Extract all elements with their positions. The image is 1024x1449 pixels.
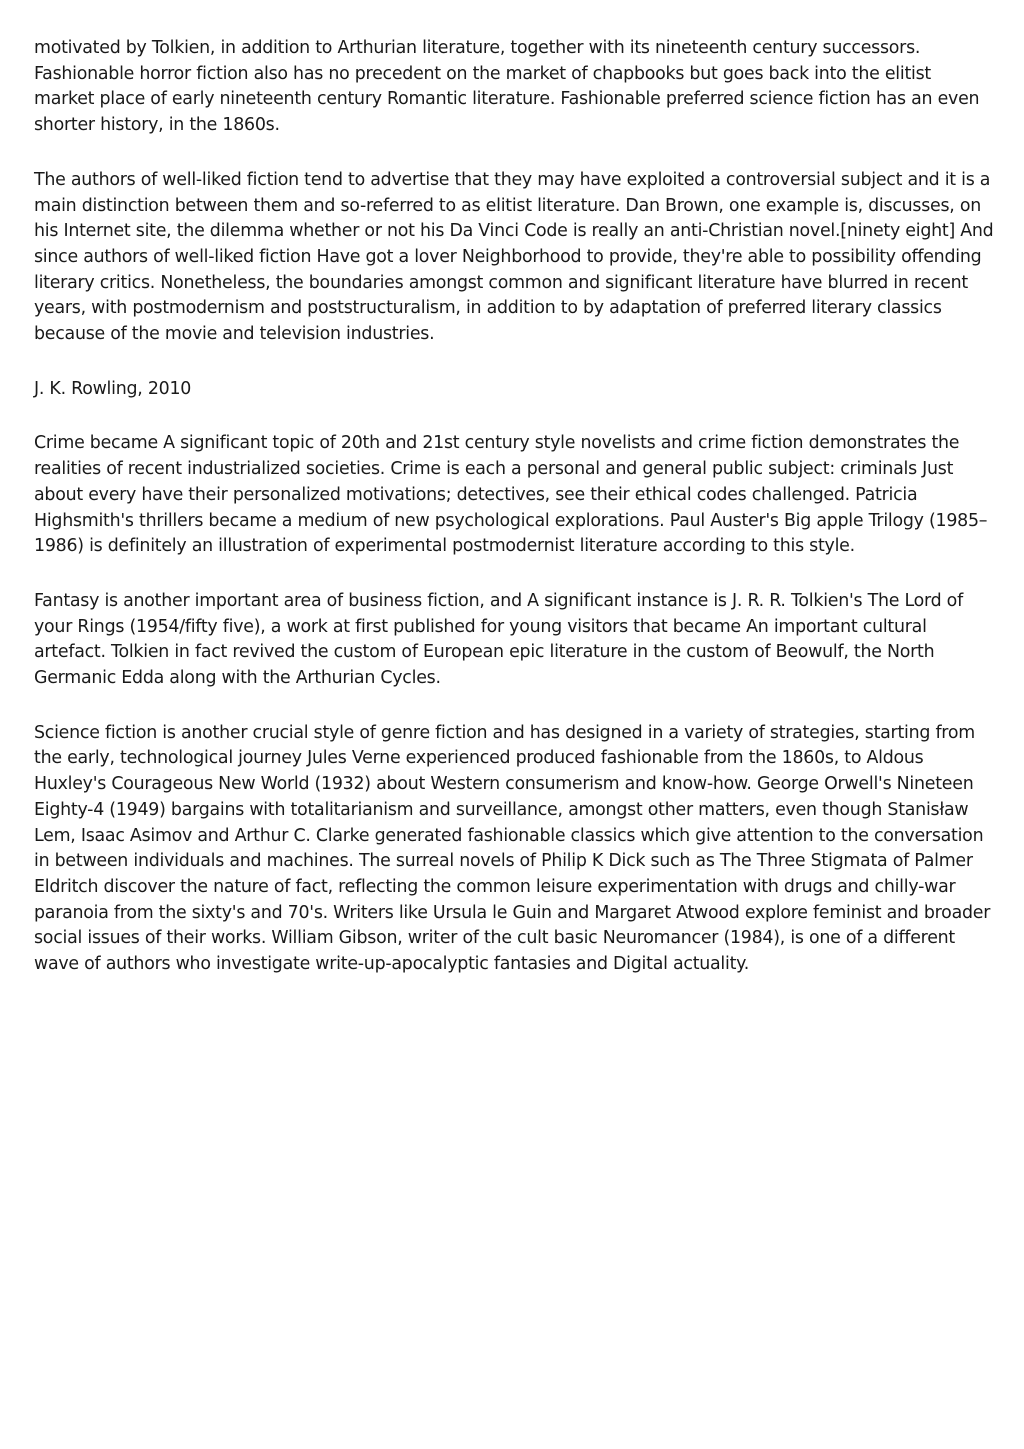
paragraph-crime-fiction: Crime became A significant topic of 20th and 21st century style novelists and crime fiction demonstrates the realities of recent industrialized societies. Crime is each a personal and general public subject: criminals Just about every have their personalized motivations; detectives, see their ethical codes challenged. Patricia Highsmith's thrillers became a medium of new psychological explorations. Paul Auster's Big apple Trilogy (1985–1986) is definitely an illustration of experimental postmodernist literature according to this style. (34, 433, 988, 557)
paragraph-genre-history: motivated by Tolkien, in addition to Arthurian literature, together with its nineteenth century successors. Fashionable horror fiction also has no precedent on the market of chapbooks but goes back into the elitist market place of early nineteenth century Romantic literature. Fashionable preferred science fiction has an even shorter history, in the 1860s. (34, 38, 980, 136)
document-body (34, 36, 994, 1007)
paragraph-fantasy: Fantasy is another important area of business fiction, and A significant instance is J. R. R. Tolkien's The Lord of your Rings (1954/fifty five), a work at first published for young visitors that became An important cultural artefact. Tolkien in fact revived the custom of European epic literature in the custom of Beowulf, the North Germanic Edda along with the Arthurian Cycles. (34, 590, 963, 689)
paragraph-popular-fiction-authors: The authors of well-liked fiction tend to advertise that they may have exploited a controversial subject and it is a main distinction between them and so-referred to as elitist literature. Dan Brown, one example is, discusses, on his Internet site, the dilemma whether or not his Da Vinci Code is really an anti-Christian novel.[ninety eight] And since authors of well-liked fiction Have got a lover Neighborhood to provide, they're able to possibility offending literary critics. Nonetheless, the boundaries amongst common and significant literature have blurred in recent years, with postmodernism and poststructuralism, in addition to by adaptation of preferred literary classics because of the movie and television industries. (34, 169, 994, 345)
paragraph-science-fiction: Science fiction is another crucial style of genre fiction and has designed in a variety of strategies, starting from the early, technological journey Jules Verne experienced produced fashionable from the 1860s, to Aldous Huxley's Courageous New World (1932) about Western consumerism and know-how. George Orwell's Nineteen Eighty-4 (1949) bargains with totalitarianism and surveillance, amongst other matters, even though Stanisław Lem, Isaac Asimov and Arthur C. Clarke generated fashionable classics which give attention to the conversation in between individuals and machines. The surreal novels of Philip K Dick such as The Three Stigmata of Palmer Eldritch discover the nature of fact, reflecting the common leisure experimentation with drugs and chilly-war paranoia from the sixty's and 70's. Writers like Ursula le Guin and Margaret Atwood explore feminist and broader social issues of their works. William Gibson, writer of the cult basic Neuromancer (1984), is one of a different wave of authors who investigate write-up-apocalyptic fantasies and Digital actuality. (34, 722, 991, 975)
image-caption-rowling: J. K. Rowling, 2010 (34, 378, 192, 399)
